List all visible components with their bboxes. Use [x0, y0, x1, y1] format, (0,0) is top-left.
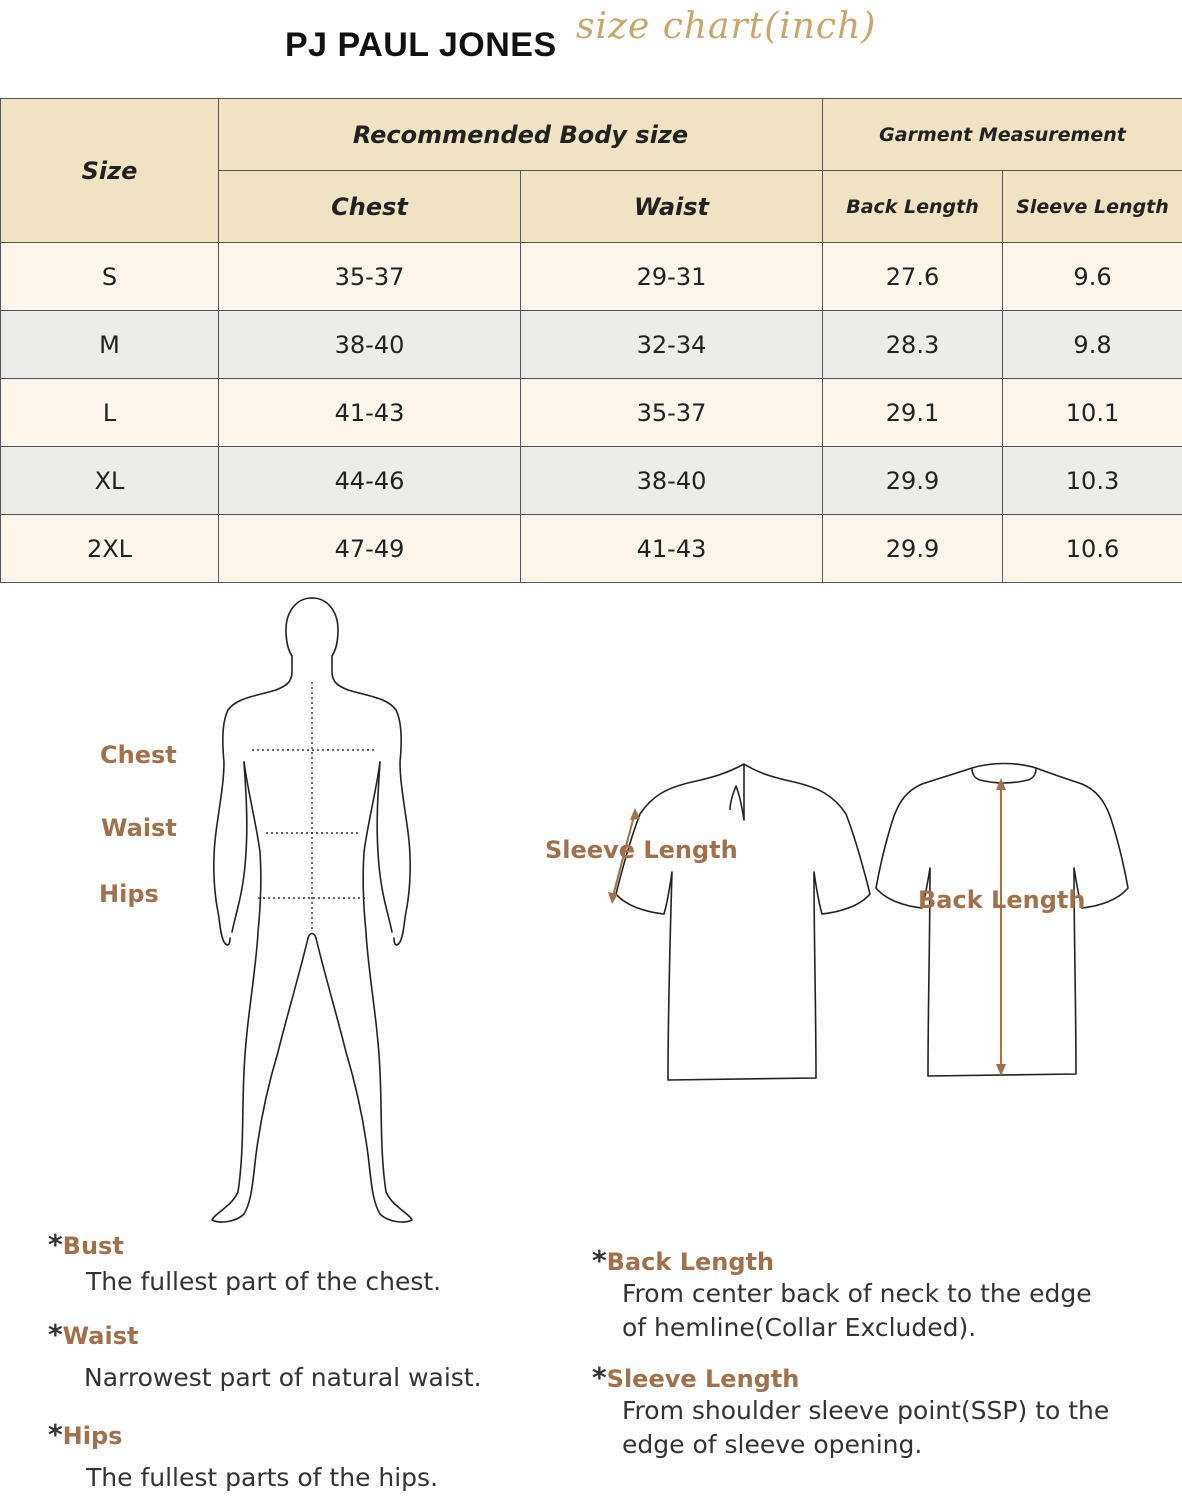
chart-subtitle: size chart(inch)	[576, 6, 877, 47]
chest-cell: 38-40	[219, 311, 521, 379]
body-silhouette	[200, 592, 440, 1232]
asterisk: *	[592, 1361, 607, 1394]
back-length-label: Back Length	[918, 886, 1086, 914]
note-text-line: edge of sleeve opening.	[622, 1430, 923, 1459]
table-row	[1, 379, 1182, 447]
note-text: The fullest parts of the hips.	[86, 1463, 439, 1492]
note-text-line: From center back of neck to the edge	[622, 1279, 1092, 1308]
note-text: Narrowest part of natural waist.	[84, 1363, 482, 1392]
chest-cell: 41-43	[219, 379, 521, 447]
table-row	[1, 515, 1182, 583]
back-length-cell: 29.9	[823, 515, 1003, 583]
sleeve-length-cell: 10.1	[1003, 379, 1182, 447]
table-row	[1, 447, 1182, 515]
waist-cell: 38-40	[521, 447, 823, 515]
chest-label: Chest	[100, 741, 177, 769]
sleeve-length-cell: 10.3	[1003, 447, 1182, 515]
sleeve-length-cell: 9.8	[1003, 311, 1182, 379]
note-text-line: of hemline(Collar Excluded).	[622, 1313, 977, 1342]
chest-header: Chest	[219, 171, 521, 243]
back-length-cell: 29.9	[823, 447, 1003, 515]
sleeve-length-cell: 10.6	[1003, 515, 1182, 583]
note-title: Waist	[62, 1322, 139, 1350]
shirt-back-diagram	[872, 760, 1132, 1080]
chest-cell: 44-46	[219, 447, 521, 515]
waist-header: Waist	[521, 171, 823, 243]
note-title: Hips	[62, 1422, 123, 1450]
sleeve-length-label: Sleeve Length	[545, 836, 738, 864]
back-length-header: Back Length	[823, 171, 1003, 243]
size-cell: S	[1, 243, 219, 311]
note-waist	[48, 1318, 482, 1395]
size-cell: L	[1, 379, 219, 447]
waist-cell: 41-43	[521, 515, 823, 583]
sleeve-length-header: Sleeve Length	[1003, 171, 1182, 243]
back-length-cell: 29.1	[823, 379, 1003, 447]
waist-cell: 35-37	[521, 379, 823, 447]
chest-cell: 47-49	[219, 515, 521, 583]
note-hips	[48, 1418, 438, 1495]
asterisk: *	[48, 1228, 63, 1261]
note-sleeve-length	[592, 1361, 1109, 1462]
note-back-length	[592, 1244, 1092, 1345]
sleeve-length-cell: 9.6	[1003, 243, 1182, 311]
body-size-group-header: Recommended Body size	[219, 99, 823, 171]
note-title: Sleeve Length	[606, 1365, 800, 1393]
asterisk: *	[48, 1418, 63, 1451]
back-length-cell: 28.3	[823, 311, 1003, 379]
note-title: Bust	[62, 1232, 124, 1260]
note-text: The fullest part of the chest.	[86, 1267, 442, 1296]
note-bust	[48, 1228, 441, 1299]
shirt-front-diagram	[600, 760, 880, 1090]
size-cell: 2XL	[1, 515, 219, 583]
note-title: Back Length	[606, 1248, 775, 1276]
size-cell: XL	[1, 447, 219, 515]
chart-header	[0, 0, 1182, 98]
table-row	[1, 311, 1182, 379]
asterisk: *	[592, 1244, 607, 1277]
brand-name: PJ PAUL JONES	[285, 26, 557, 64]
size-cell: M	[1, 311, 219, 379]
waist-cell: 32-34	[521, 311, 823, 379]
garment-group-header: Garment Measurement	[823, 99, 1182, 171]
back-length-cell: 27.6	[823, 243, 1003, 311]
waist-cell: 29-31	[521, 243, 823, 311]
hips-label: Hips	[99, 880, 159, 908]
chest-cell: 35-37	[219, 243, 521, 311]
waist-label: Waist	[101, 814, 177, 842]
size-header: Size	[1, 99, 219, 243]
note-text-line: From shoulder sleeve point(SSP) to the	[622, 1396, 1110, 1425]
size-table	[0, 98, 1182, 583]
table-row	[1, 243, 1182, 311]
asterisk: *	[48, 1318, 63, 1351]
